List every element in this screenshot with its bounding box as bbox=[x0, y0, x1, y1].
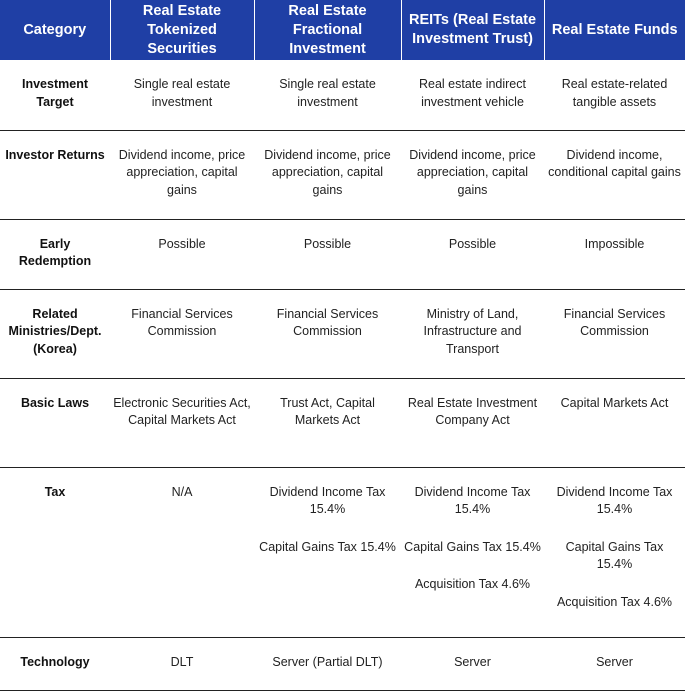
tokenized-cell: Electronic Securities Act, Capital Markets Act bbox=[110, 378, 254, 467]
fractional-cell: Server (Partial DLT) bbox=[254, 637, 401, 690]
capital-gains-tax: Capital Gains Tax 15.4% bbox=[259, 539, 396, 554]
tokenized-cell: Dividend income, price appreciation, capital gains bbox=[110, 130, 254, 219]
tokenized-cell: Financial Services Commission bbox=[110, 289, 254, 378]
table-row bbox=[0, 637, 685, 690]
header-row bbox=[0, 0, 685, 60]
funds-cell: Capital Markets Act bbox=[544, 378, 685, 467]
dividend-tax: Dividend Income Tax 15.4% bbox=[556, 484, 673, 516]
funds-cell: Dividend income, conditional capital gains bbox=[544, 130, 685, 219]
category-cell: Early Redemption bbox=[0, 219, 110, 289]
category-cell: Basic Laws bbox=[0, 378, 110, 467]
reits-cell: Possible bbox=[401, 219, 544, 289]
acquisition-tax: Acquisition Tax 4.6% bbox=[414, 577, 531, 591]
dividend-tax: Dividend Income Tax 15.4% bbox=[269, 484, 386, 516]
table-row bbox=[0, 60, 685, 130]
fractional-cell bbox=[254, 467, 401, 637]
tokenized-cell: Possible bbox=[110, 219, 254, 289]
table-row bbox=[0, 130, 685, 219]
header-fractional: Real Estate Fractional Investment bbox=[254, 0, 401, 60]
category-cell: Technology bbox=[0, 637, 110, 690]
reits-cell: Ministry of Land, Infrastructure and Transport bbox=[401, 289, 544, 378]
capital-gains-tax: Capital Gains Tax 15.4% bbox=[404, 539, 541, 554]
category-cell: Tax bbox=[0, 467, 110, 637]
category-cell: Related Ministries/Dept. (Korea) bbox=[0, 289, 110, 378]
fractional-cell: Dividend income, price appreciation, capital gains bbox=[254, 130, 401, 219]
capital-gains-tax: Capital Gains Tax 15.4% bbox=[565, 539, 664, 571]
fractional-cell: Possible bbox=[254, 219, 401, 289]
category-cell: Investment Target bbox=[0, 60, 110, 130]
tokenized-cell: Single real estate investment bbox=[110, 60, 254, 130]
funds-cell: Impossible bbox=[544, 219, 685, 289]
funds-cell: Real estate-related tangible assets bbox=[544, 60, 685, 130]
table-row bbox=[0, 219, 685, 289]
reits-cell: Server bbox=[401, 637, 544, 690]
dividend-tax: Dividend Income Tax 15.4% bbox=[414, 484, 531, 516]
header-category: Category bbox=[0, 0, 110, 60]
reits-cell: Dividend income, price appreciation, capital gains bbox=[401, 130, 544, 219]
funds-cell: Financial Services Commission bbox=[544, 289, 685, 378]
fractional-cell: Single real estate investment bbox=[254, 60, 401, 130]
reits-cell bbox=[401, 467, 544, 637]
acquisition-tax: Acquisition Tax 4.6% bbox=[556, 594, 673, 609]
table-row bbox=[0, 378, 685, 467]
fractional-cell: Financial Services Commission bbox=[254, 289, 401, 378]
tokenized-cell: DLT bbox=[110, 637, 254, 690]
funds-cell bbox=[544, 467, 685, 637]
header-tokenized: Real Estate Tokenized Securities bbox=[110, 0, 254, 60]
tokenized-cell: N/A bbox=[110, 467, 254, 637]
table-row bbox=[0, 467, 685, 637]
fractional-cell: Trust Act, Capital Markets Act bbox=[254, 378, 401, 467]
header-reits: REITs (Real Estate Investment Trust) bbox=[401, 0, 544, 60]
reits-cell: Real estate indirect investment vehicle bbox=[401, 60, 544, 130]
category-cell: Investor Returns bbox=[0, 130, 110, 219]
header-funds: Real Estate Funds bbox=[544, 0, 685, 60]
funds-cell: Server bbox=[544, 637, 685, 690]
reits-cell: Real Estate Investment Company Act bbox=[401, 378, 544, 467]
table-row bbox=[0, 289, 685, 378]
